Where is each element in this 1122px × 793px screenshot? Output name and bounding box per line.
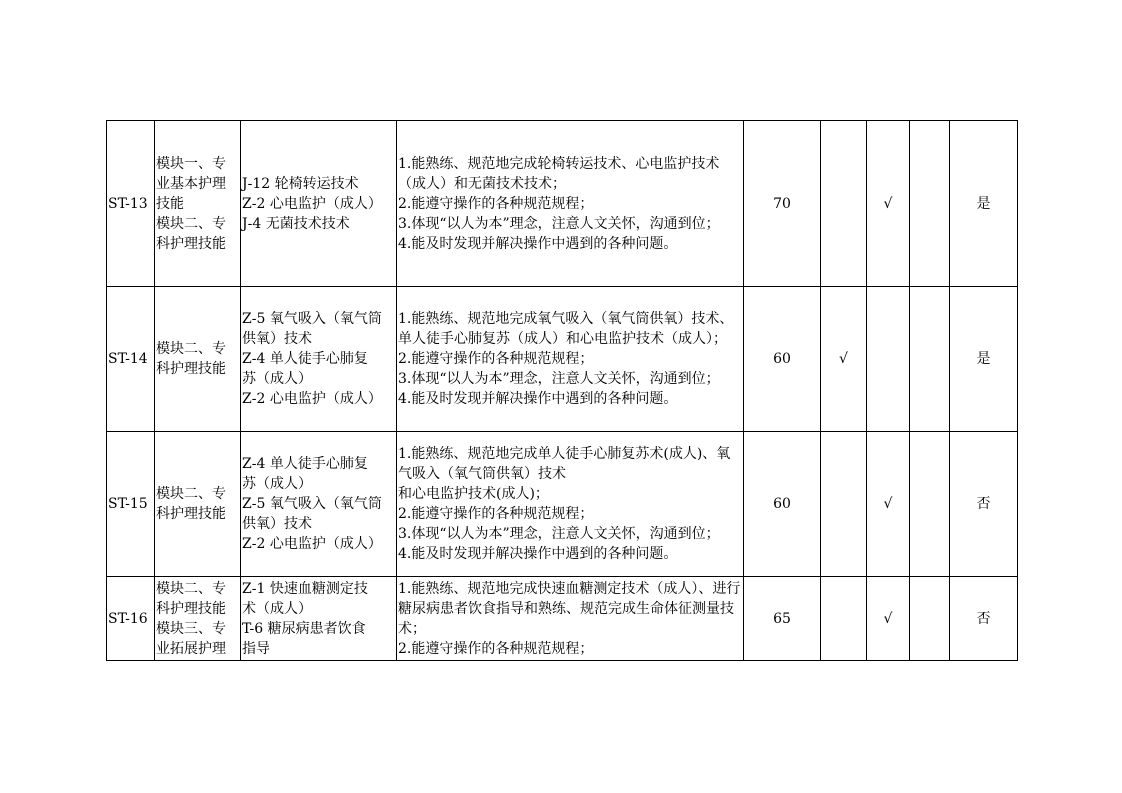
check-cell-a bbox=[821, 287, 867, 432]
duration-cell bbox=[744, 432, 821, 577]
flag-cell bbox=[950, 432, 1018, 577]
station-id-cell bbox=[107, 287, 155, 432]
project-line: 苏（成人） bbox=[242, 371, 312, 387]
requirement-line: 4.能及时发现并解决操作中遇到的各种问题。 bbox=[398, 391, 678, 407]
requirement-line: 3.体现“以人为本”理念，注意人文关怀，沟通到位； bbox=[398, 371, 720, 387]
project-line: Z-5 氧气吸入（氧气筒 bbox=[242, 496, 382, 512]
check-cell-a bbox=[821, 577, 867, 661]
project-line: Z-1 快速血糖测定技 bbox=[242, 580, 368, 597]
duration-cell bbox=[744, 121, 821, 287]
project-line: 指导 bbox=[242, 640, 270, 657]
requirement-line: 1.能熟练、规范地完成快速血糖测定技术（成人）、进行糖尿病患者饮食指导和熟练、规范完成生命体征测量技术； bbox=[398, 580, 741, 637]
station-id: ST-14 bbox=[108, 351, 148, 367]
duration-value: 60 bbox=[773, 351, 791, 367]
module-line: 模块一、专 bbox=[156, 155, 226, 172]
module-cell bbox=[155, 432, 241, 577]
project-cell bbox=[241, 577, 397, 661]
check-mark: √ bbox=[883, 195, 893, 212]
requirement-line: 1.能熟练、规范地完成单人徒手心肺复苏术(成人)、氧气吸入（氧气筒供氧）技术 bbox=[398, 446, 731, 482]
duration-value: 70 bbox=[773, 195, 791, 212]
requirement-line: 2.能遵守操作的各种规范规程； bbox=[398, 195, 594, 212]
table-row bbox=[107, 287, 1018, 432]
project-line: J-12 轮椅转运技术 bbox=[242, 175, 359, 192]
station-id: ST-15 bbox=[108, 496, 148, 512]
check-mark: √ bbox=[839, 351, 848, 367]
module-line: 模块二、专 bbox=[156, 486, 226, 502]
duration-cell bbox=[744, 287, 821, 432]
station-id: ST-16 bbox=[108, 610, 148, 627]
module-line: 科护理技能 bbox=[156, 361, 226, 377]
check-cell-c bbox=[910, 287, 950, 432]
duration-value: 65 bbox=[773, 610, 791, 627]
flag-value: 否 bbox=[976, 610, 991, 627]
check-cell-a bbox=[821, 432, 867, 577]
check-cell-b bbox=[867, 577, 910, 661]
check-cell-b bbox=[867, 121, 910, 287]
check-cell-b bbox=[867, 287, 910, 432]
station-id-cell bbox=[107, 577, 155, 661]
requirements-cell bbox=[397, 121, 744, 287]
project-line: 术（成人） bbox=[242, 600, 312, 617]
project-cell bbox=[241, 121, 397, 287]
project-line: 供氧）技术 bbox=[242, 331, 312, 347]
check-mark: √ bbox=[883, 610, 893, 627]
module-cell bbox=[155, 287, 241, 432]
table-row bbox=[107, 121, 1018, 287]
module-line: 科护理技能 bbox=[156, 600, 226, 617]
check-cell-c bbox=[910, 577, 950, 661]
module-line: 技能 bbox=[156, 195, 184, 212]
requirement-line: 2.能遵守操作的各种规范规程； bbox=[398, 351, 594, 367]
requirements-cell bbox=[397, 287, 744, 432]
project-line: J-4 无菌技术技术 bbox=[242, 215, 350, 232]
module-line: 业基本护理 bbox=[156, 175, 226, 192]
module-line: 模块二、专 bbox=[156, 580, 226, 597]
module-line: 科护理技能 bbox=[156, 235, 226, 252]
flag-cell bbox=[950, 577, 1018, 661]
requirement-line: 2.能遵守操作的各种规范规程； bbox=[398, 640, 594, 657]
check-mark: √ bbox=[883, 496, 893, 512]
check-cell-c bbox=[910, 121, 950, 287]
duration-value: 60 bbox=[773, 496, 791, 512]
project-line: Z-4 单人徒手心肺复 bbox=[242, 351, 368, 367]
project-line: 苏（成人） bbox=[242, 476, 312, 492]
exam-module-table bbox=[106, 120, 1018, 661]
project-line: Z-2 心电监护（成人） bbox=[242, 391, 382, 407]
duration-cell bbox=[744, 577, 821, 661]
flag-value: 是 bbox=[976, 195, 991, 212]
module-line: 模块三、专 bbox=[156, 620, 226, 637]
project-line: 供氧）技术 bbox=[242, 516, 312, 532]
module-line: 科护理技能 bbox=[156, 506, 226, 522]
project-line: Z-4 单人徒手心肺复 bbox=[242, 456, 368, 472]
check-cell-a bbox=[821, 121, 867, 287]
check-cell-b bbox=[867, 432, 910, 577]
requirement-line: 1.能熟练、规范地完成轮椅转运技术、心电监护技术（成人）和无菌技术技术； bbox=[398, 155, 720, 192]
flag-cell bbox=[950, 287, 1018, 432]
requirement-line: 3.体现“以人为本”理念，注意人文关怀，沟通到位； bbox=[398, 215, 720, 232]
requirement-line: 4.能及时发现并解决操作中遇到的各种问题。 bbox=[398, 546, 678, 562]
module-line: 模块二、专 bbox=[156, 215, 226, 232]
project-line: T-6 糖尿病患者饮食 bbox=[242, 620, 366, 637]
flag-value: 否 bbox=[976, 496, 991, 512]
module-line: 模块二、专 bbox=[156, 341, 226, 357]
flag-value: 是 bbox=[976, 351, 991, 367]
requirement-line: 3.体现“以人为本”理念，注意人文关怀，沟通到位； bbox=[398, 526, 720, 542]
table-row bbox=[107, 432, 1018, 577]
module-cell bbox=[155, 577, 241, 661]
check-cell-c bbox=[910, 432, 950, 577]
station-id-cell bbox=[107, 121, 155, 287]
project-line: Z-5 氧气吸入（氧气筒 bbox=[242, 311, 382, 327]
module-line: 业拓展护理 bbox=[156, 640, 226, 657]
requirement-line: 2.能遵守操作的各种规范规程； bbox=[398, 506, 594, 522]
project-cell bbox=[241, 287, 397, 432]
project-line: Z-2 心电监护（成人） bbox=[242, 195, 382, 212]
requirement-line: 1.能熟练、规范地完成氧气吸入（氧气筒供氧）技术、单人徒手心肺复苏（成人）和心电监护技术（成人）； bbox=[398, 311, 734, 347]
table-row bbox=[107, 577, 1018, 661]
requirement-line: 4.能及时发现并解决操作中遇到的各种问题。 bbox=[398, 235, 678, 252]
station-id-cell bbox=[107, 432, 155, 577]
module-cell bbox=[155, 121, 241, 287]
station-id: ST-13 bbox=[108, 195, 148, 212]
project-cell bbox=[241, 432, 397, 577]
flag-cell bbox=[950, 121, 1018, 287]
requirements-cell bbox=[397, 432, 744, 577]
project-line: Z-2 心电监护（成人） bbox=[242, 536, 382, 552]
requirement-line: 和心电监护技术(成人)； bbox=[398, 486, 549, 502]
requirements-cell bbox=[397, 577, 744, 661]
